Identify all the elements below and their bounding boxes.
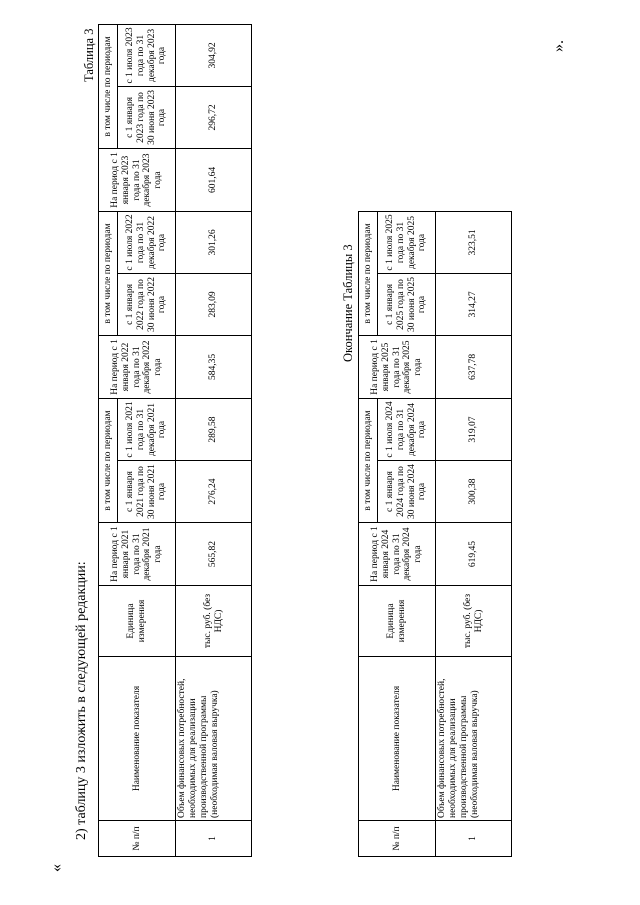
table2-row-name: Объем финансовых потребностей, необходимых для реализации производственной программы (необходимая валовая выручка) — [436, 657, 512, 821]
table1-g0-p2: с 1 июля 2021 года по 31 декабря 2021 года — [118, 398, 176, 460]
table1-row-no: 1 — [176, 821, 252, 857]
table1-val-7: 296,72 — [176, 86, 252, 148]
rotated-content — [38, 27, 598, 872]
table2-g1-p2: с 1 июля 2025 года по 31 декабря 2025 года — [378, 211, 436, 273]
intro-text: 2) таблицу 3 изложить в следующей редакции: — [74, 561, 89, 840]
quote-close: ». — [550, 40, 567, 52]
table2-val-3: 637,78 — [436, 335, 512, 398]
table2-g0-total: На период с 1 января 2024 года по 31 декабря 2024 года — [359, 523, 436, 586]
table1-val-2: 289,58 — [176, 398, 252, 460]
table1-val-0: 565,82 — [176, 523, 252, 586]
table1-row-unit: тыс. руб. (без НДС) — [176, 586, 252, 657]
table1-g1-total: На период с 1 января 2022 года по 31 декабря 2022 года — [99, 335, 176, 398]
table1-val-3: 584,35 — [176, 335, 252, 398]
table1-g2-p1: с 1 января 2023 года по 30 июня 2023 года — [118, 86, 176, 148]
table1-h-unit: Единица измерения — [99, 586, 176, 657]
table1-h-no: № п/п — [99, 821, 176, 857]
table2-val-2: 319,07 — [436, 398, 512, 460]
table1-g1-sub: в том числе по периодам — [99, 211, 118, 335]
table1-g2-p2: с 1 июля 2023 года по 31 декабря 2023 года — [118, 24, 176, 86]
table2-g0-p1: с 1 января 2024 года по 30 июня 2024 года — [378, 461, 436, 523]
table1-val-5: 301,26 — [176, 211, 252, 273]
table2-header-row — [359, 211, 378, 856]
table1-row-name: Объем финансовых потребностей, необходимых для реализации производственной программы (необходимая валовая выручка) — [176, 657, 252, 821]
table2-h-name: Наименование показателя — [359, 657, 436, 821]
table1 — [98, 24, 252, 857]
table1-g2-sub: в том числе по периодам — [99, 24, 118, 148]
table2-g1-total: На период с 1 января 2025 года по 31 декабря 2025 года — [359, 335, 436, 398]
table-row — [176, 24, 252, 856]
table2-g0-sub: в том числе по периодам — [359, 398, 378, 522]
table-row — [436, 211, 512, 856]
table2-h-no: № п/п — [359, 821, 436, 857]
table1-val-4: 283,09 — [176, 273, 252, 335]
table2-g1-p1: с 1 января 2025 года по 30 июня 2025 года — [378, 273, 436, 335]
table1-g0-sub: в том числе по периодам — [99, 398, 118, 522]
table1-val-1: 276,24 — [176, 461, 252, 523]
table1-g1-p2: с 1 июля 2022 года по 31 декабря 2022 года — [118, 211, 176, 273]
table1-h-name: Наименование показателя — [99, 657, 176, 821]
table2-val-4: 314,27 — [436, 273, 512, 335]
table2 — [358, 211, 512, 857]
table1-g0-total: На период с 1 января 2021 года по 31 декабря 2021 года — [99, 523, 176, 586]
table1-header-row — [99, 24, 118, 856]
table2-val-1: 300,38 — [436, 461, 512, 523]
table2-row-unit: тыс. руб. (без НДС) — [436, 586, 512, 657]
table1-g2-total: На период с 1 января 2023 года по 31 декабря 2023 года — [99, 148, 176, 211]
table2-val-5: 323,51 — [436, 211, 512, 273]
table2-val-0: 619,45 — [436, 523, 512, 586]
table1-val-8: 304,92 — [176, 24, 252, 86]
table1-val-6: 601,64 — [176, 148, 252, 211]
table2-row-no: 1 — [436, 821, 512, 857]
table2-g0-p2: с 1 июля 2024 года по 31 декабря 2024 года — [378, 398, 436, 460]
table2-label: Окончание Таблицы 3 — [341, 244, 355, 362]
table1-g1-p1: с 1 января 2022 года по 30 июня 2022 года — [118, 273, 176, 335]
table1-g0-p1: с 1 января 2021 года по 30 июня 2021 года — [118, 461, 176, 523]
table2-g1-sub: в том числе по периодам — [359, 211, 378, 335]
table1-label: Таблица 3 — [82, 28, 96, 82]
table2-h-unit: Единица измерения — [359, 586, 436, 657]
quote-open: « — [48, 864, 65, 872]
